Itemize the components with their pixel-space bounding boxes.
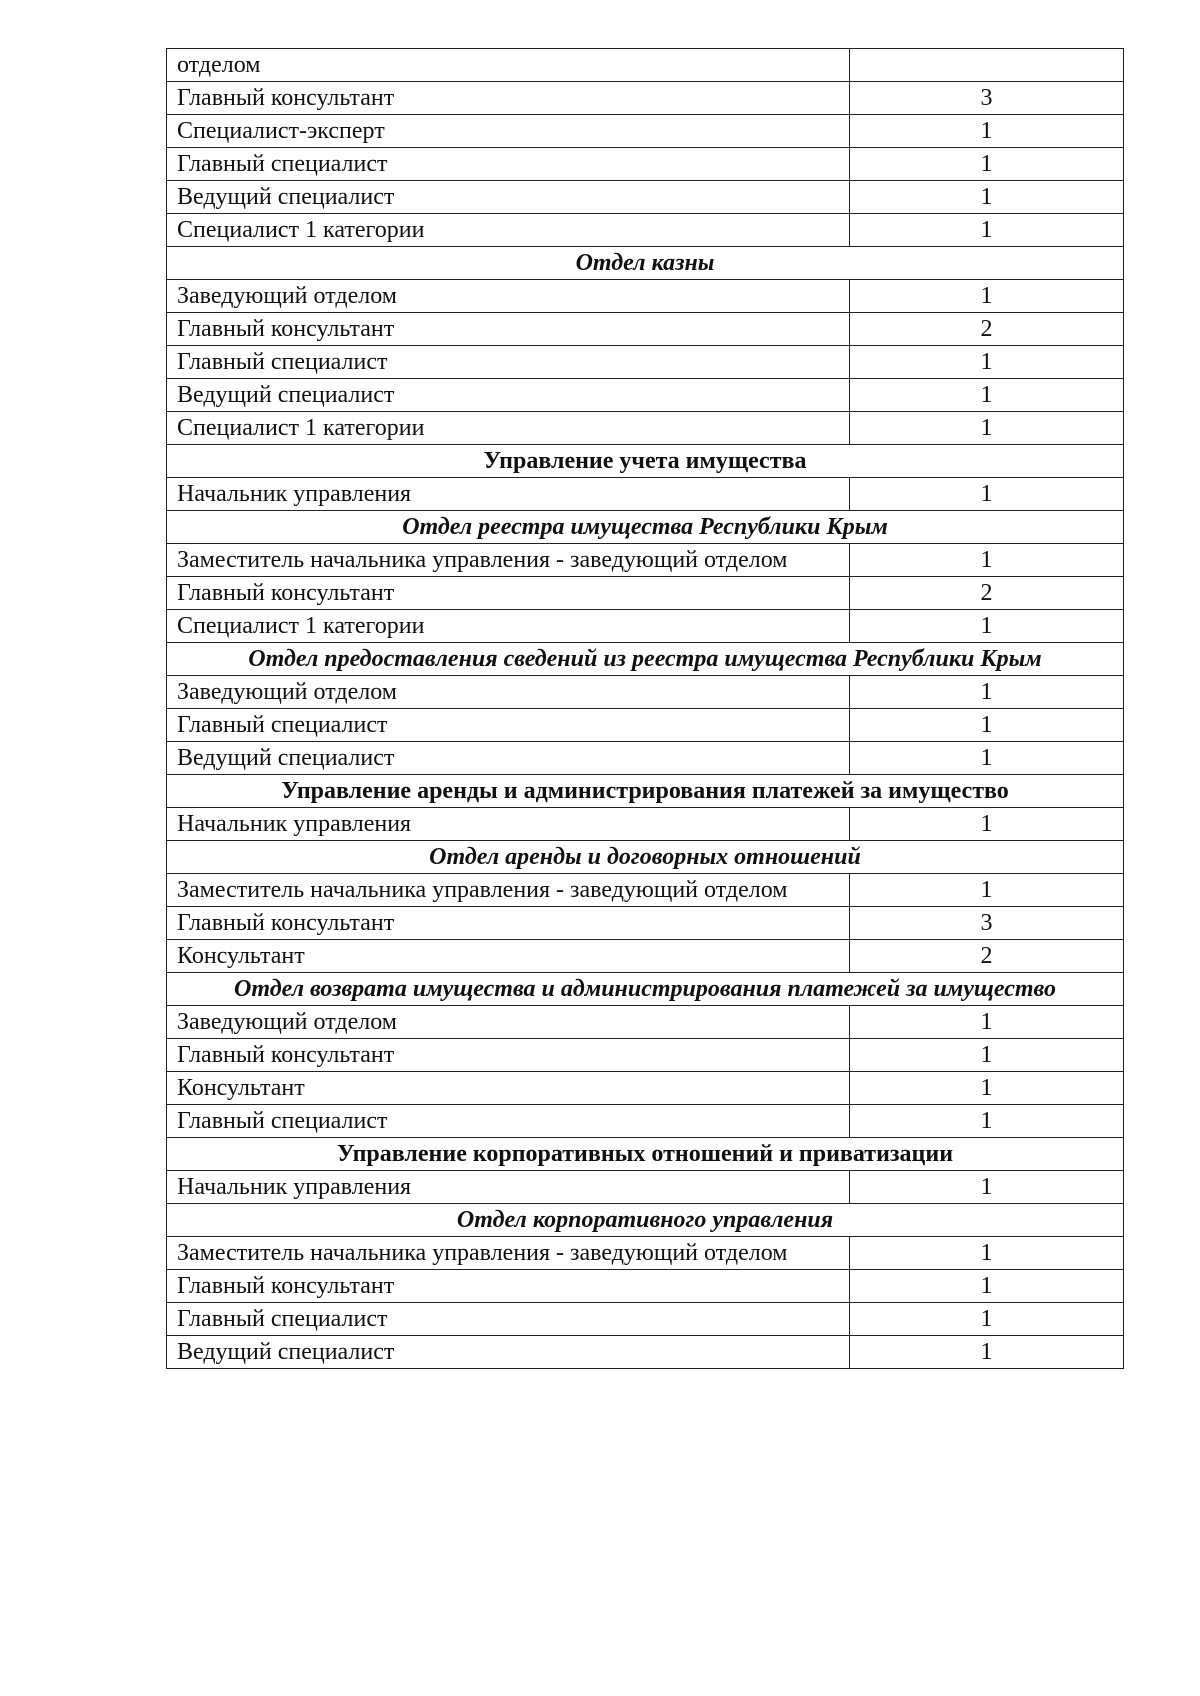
table-row [167, 1171, 1124, 1204]
position-title: Специалист-эксперт [167, 115, 850, 148]
table-row [167, 1039, 1124, 1072]
position-title: Главный специалист [167, 148, 850, 181]
table-row [167, 907, 1124, 940]
table-row [167, 115, 1124, 148]
position-count: 1 [850, 1303, 1124, 1336]
table-row [167, 577, 1124, 610]
position-count: 1 [850, 280, 1124, 313]
position-title: Главный специалист [167, 346, 850, 379]
position-count: 1 [850, 808, 1124, 841]
section-title: Отдел предоставления сведений из реестра имущества Республики Крым [167, 643, 1124, 676]
position-count: 2 [850, 940, 1124, 973]
position-count [850, 49, 1124, 82]
table-row [167, 1237, 1124, 1270]
table-row [167, 478, 1124, 511]
section-header-row [167, 1138, 1124, 1171]
position-count: 1 [850, 148, 1124, 181]
section-header-row [167, 973, 1124, 1006]
position-title: Консультант [167, 940, 850, 973]
table-row [167, 610, 1124, 643]
position-count: 1 [850, 1039, 1124, 1072]
position-title: отделом [167, 49, 850, 82]
position-title: Главный специалист [167, 709, 850, 742]
table-row [167, 214, 1124, 247]
section-title: Управление корпоративных отношений и приватизации [167, 1138, 1124, 1171]
table-row [167, 148, 1124, 181]
staffing-table [166, 48, 1124, 1369]
position-title: Начальник управления [167, 478, 850, 511]
position-count: 1 [850, 544, 1124, 577]
position-title: Специалист 1 категории [167, 214, 850, 247]
position-count: 1 [850, 181, 1124, 214]
table-row [167, 49, 1124, 82]
position-title: Главный консультант [167, 907, 850, 940]
position-count: 1 [850, 874, 1124, 907]
position-count: 1 [850, 1072, 1124, 1105]
position-count: 1 [850, 709, 1124, 742]
section-title: Отдел возврата имущества и администрирования платежей за имущество [167, 973, 1124, 1006]
position-title: Специалист 1 категории [167, 610, 850, 643]
table-row [167, 1336, 1124, 1369]
section-header-row [167, 643, 1124, 676]
position-title: Заместитель начальника управления - заведующий отделом [167, 874, 850, 907]
table-row [167, 1006, 1124, 1039]
table-row [167, 940, 1124, 973]
position-title: Заведующий отделом [167, 1006, 850, 1039]
table-row [167, 412, 1124, 445]
position-count: 1 [850, 346, 1124, 379]
position-count: 1 [850, 478, 1124, 511]
position-title: Главный консультант [167, 1270, 850, 1303]
table-row [167, 544, 1124, 577]
table-row [167, 280, 1124, 313]
section-title: Управление аренды и администрирования платежей за имущество [167, 775, 1124, 808]
position-title: Начальник управления [167, 808, 850, 841]
section-header-row [167, 511, 1124, 544]
position-title: Ведущий специалист [167, 181, 850, 214]
section-title: Управление учета имущества [167, 445, 1124, 478]
table-row [167, 709, 1124, 742]
position-title: Начальник управления [167, 1171, 850, 1204]
section-header-row [167, 247, 1124, 280]
position-count: 2 [850, 577, 1124, 610]
position-count: 1 [850, 1105, 1124, 1138]
position-title: Специалист 1 категории [167, 412, 850, 445]
table-row [167, 1270, 1124, 1303]
position-title: Ведущий специалист [167, 1336, 850, 1369]
position-count: 1 [850, 676, 1124, 709]
position-count: 1 [850, 1336, 1124, 1369]
position-title: Главный консультант [167, 313, 850, 346]
position-title: Главный консультант [167, 82, 850, 115]
position-count: 1 [850, 214, 1124, 247]
table-row [167, 313, 1124, 346]
section-title: Отдел аренды и договорных отношений [167, 841, 1124, 874]
table-row [167, 874, 1124, 907]
position-count: 1 [850, 1171, 1124, 1204]
table-row [167, 676, 1124, 709]
position-count: 1 [850, 1270, 1124, 1303]
position-title: Главный консультант [167, 577, 850, 610]
position-title: Ведущий специалист [167, 742, 850, 775]
position-count: 3 [850, 82, 1124, 115]
position-count: 2 [850, 313, 1124, 346]
section-header-row [167, 1204, 1124, 1237]
section-header-row [167, 445, 1124, 478]
section-title: Отдел корпоративного управления [167, 1204, 1124, 1237]
table-row [167, 742, 1124, 775]
table-row [167, 1072, 1124, 1105]
position-count: 1 [850, 379, 1124, 412]
position-count: 1 [850, 1237, 1124, 1270]
position-title: Главный консультант [167, 1039, 850, 1072]
position-count: 1 [850, 742, 1124, 775]
position-title: Заведующий отделом [167, 676, 850, 709]
position-title: Заместитель начальника управления - заведующий отделом [167, 1237, 850, 1270]
table-row [167, 1105, 1124, 1138]
table-row [167, 808, 1124, 841]
table-row [167, 346, 1124, 379]
position-count: 1 [850, 115, 1124, 148]
position-count: 1 [850, 412, 1124, 445]
position-title: Заведующий отделом [167, 280, 850, 313]
table-row [167, 181, 1124, 214]
section-header-row [167, 775, 1124, 808]
table-row [167, 379, 1124, 412]
position-title: Главный специалист [167, 1105, 850, 1138]
table-row [167, 1303, 1124, 1336]
position-title: Консультант [167, 1072, 850, 1105]
section-title: Отдел реестра имущества Республики Крым [167, 511, 1124, 544]
position-title: Заместитель начальника управления - заведующий отделом [167, 544, 850, 577]
position-title: Ведущий специалист [167, 379, 850, 412]
section-title: Отдел казны [167, 247, 1124, 280]
position-count: 1 [850, 610, 1124, 643]
position-count: 3 [850, 907, 1124, 940]
staffing-table-body [167, 49, 1124, 1369]
position-count: 1 [850, 1006, 1124, 1039]
position-title: Главный специалист [167, 1303, 850, 1336]
table-row [167, 82, 1124, 115]
section-header-row [167, 841, 1124, 874]
